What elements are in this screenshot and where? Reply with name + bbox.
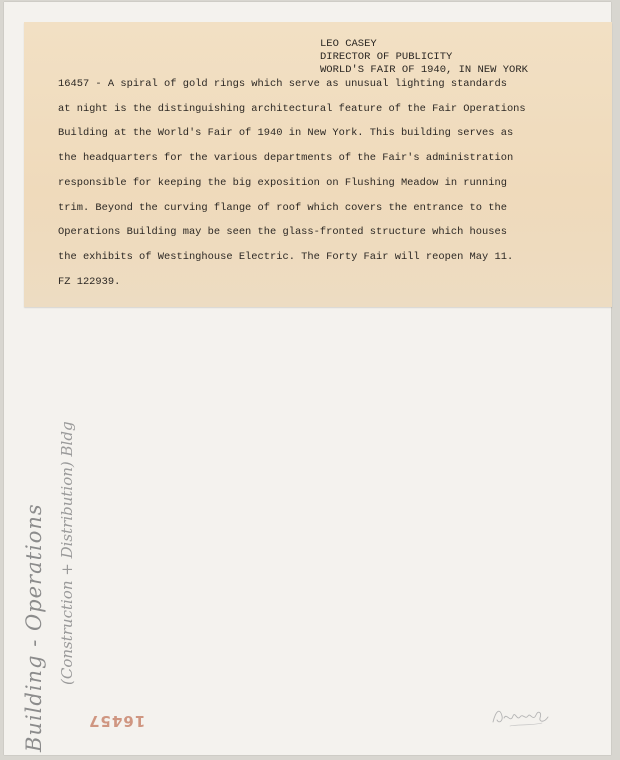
caption-line: Building at the World's Fair of 1940 in New York. This building serves as <box>58 127 514 140</box>
caption-text <box>58 72 603 294</box>
caption-line: the exhibits of Westinghouse Electric. The Forty Fair will reopen May 11. <box>58 250 514 263</box>
caption-line: trim. Beyond the curving flange of roof which covers the entrance to the <box>58 201 507 214</box>
handwritten-title: Building - Operations <box>22 503 46 752</box>
caption-line: FZ 122939. <box>58 275 121 288</box>
caption-line: the headquarters for the various departments of the Fair's administration <box>58 152 514 165</box>
caption-slip <box>24 22 612 307</box>
caption-line: 16457 - A spiral of gold rings which serve as unusual lighting standards <box>58 78 507 90</box>
header-name: LEO CASEY <box>320 38 377 50</box>
caption-line: Operations Building may be seen the glass-fronted structure which houses <box>58 226 507 239</box>
header-organization: WORLD'S FAIR OF 1940, IN NEW YORK <box>320 64 528 76</box>
mount-sheet <box>4 2 611 755</box>
handwritten-subtitle: (Construction + Distribution) Bldg <box>58 421 76 685</box>
caption-line: responsible for keeping the big exposition on Flushing Meadow in running <box>58 176 507 189</box>
header-position: DIRECTOR OF PUBLICITY <box>320 51 453 63</box>
signature-mark <box>490 702 552 730</box>
stamp-number: 16457 <box>88 712 146 730</box>
caption-line: at night is the distinguishing architectural feature of the Fair Operations <box>58 102 526 115</box>
